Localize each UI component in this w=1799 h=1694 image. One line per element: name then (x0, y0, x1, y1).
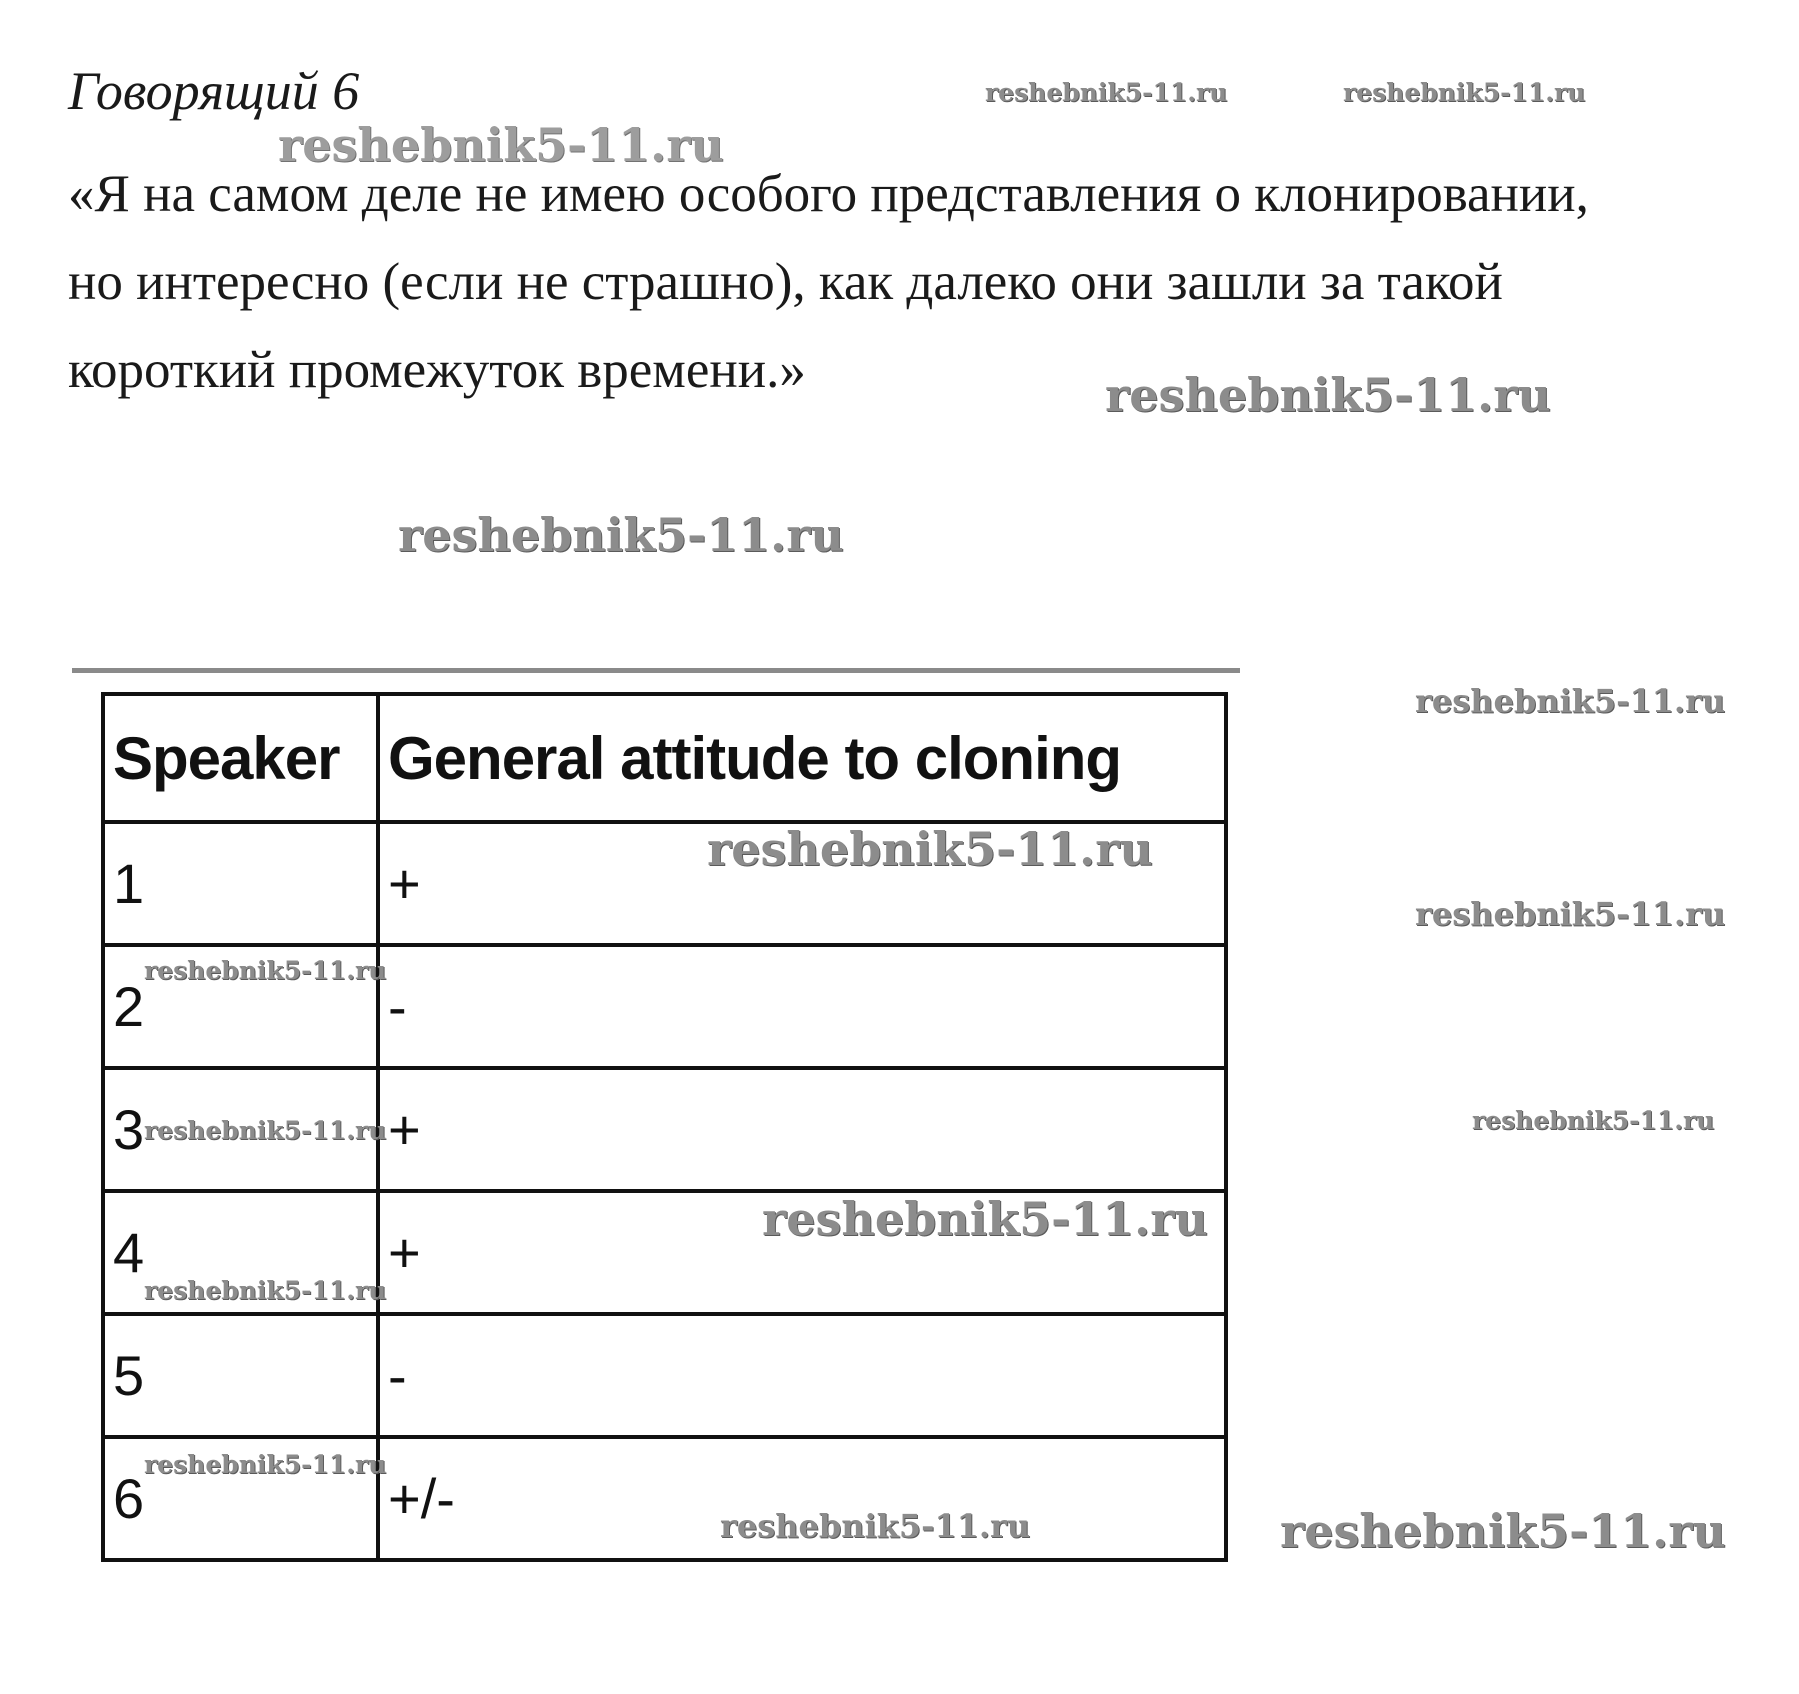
watermark: reshebnik5-11.ru (985, 78, 1228, 107)
attitude-value: + (378, 1068, 1226, 1191)
speaker-heading: Говорящий 6 (68, 61, 360, 121)
speaker-number: 3 (103, 1068, 378, 1191)
speaker-number: 1 (103, 822, 378, 945)
speaker-number: 2 (103, 945, 378, 1068)
attitude-value: + (378, 822, 1226, 945)
watermark: reshebnik5-11.ru (144, 1116, 387, 1145)
quote-line: но интересно (если не страшно), как далеко они зашли за такой (68, 253, 1503, 311)
watermark: reshebnik5-11.ru (398, 508, 844, 562)
watermark: reshebnik5-11.ru (707, 822, 1153, 876)
watermark: reshebnik5-11.ru (1105, 368, 1551, 422)
watermark: reshebnik5-11.ru (144, 956, 387, 985)
watermark: reshebnik5-11.ru (1415, 682, 1726, 720)
attitude-value: - (378, 1314, 1226, 1437)
table-row (103, 1314, 1226, 1437)
watermark: reshebnik5-11.ru (144, 1276, 387, 1305)
header-speaker: Speaker (103, 694, 378, 822)
watermark: reshebnik5-11.ru (1280, 1504, 1726, 1558)
watermark: reshebnik5-11.ru (1472, 1106, 1715, 1135)
watermark: reshebnik5-11.ru (720, 1507, 1031, 1545)
watermark: reshebnik5-11.ru (762, 1192, 1208, 1246)
header-attitude: General attitude to cloning (378, 694, 1226, 822)
quote-line: короткий промежуток времени.» (68, 341, 806, 399)
quote-line: «Я на самом деле не имею особого представления о клонировании, (68, 165, 1589, 223)
speaker-number: 5 (103, 1314, 378, 1437)
attitude-value: + (378, 1191, 1226, 1314)
speaker-number: 6 (103, 1437, 378, 1560)
watermark: reshebnik5-11.ru (144, 1450, 387, 1479)
watermark: reshebnik5-11.ru (278, 118, 724, 172)
section-divider (72, 668, 1240, 673)
table-header-row (103, 694, 1226, 822)
speaker-number: 4 (103, 1191, 378, 1314)
attitude-value: - (378, 945, 1226, 1068)
attitude-value: +/- (378, 1437, 1226, 1560)
watermark: reshebnik5-11.ru (1343, 78, 1586, 107)
watermark: reshebnik5-11.ru (1415, 895, 1726, 933)
